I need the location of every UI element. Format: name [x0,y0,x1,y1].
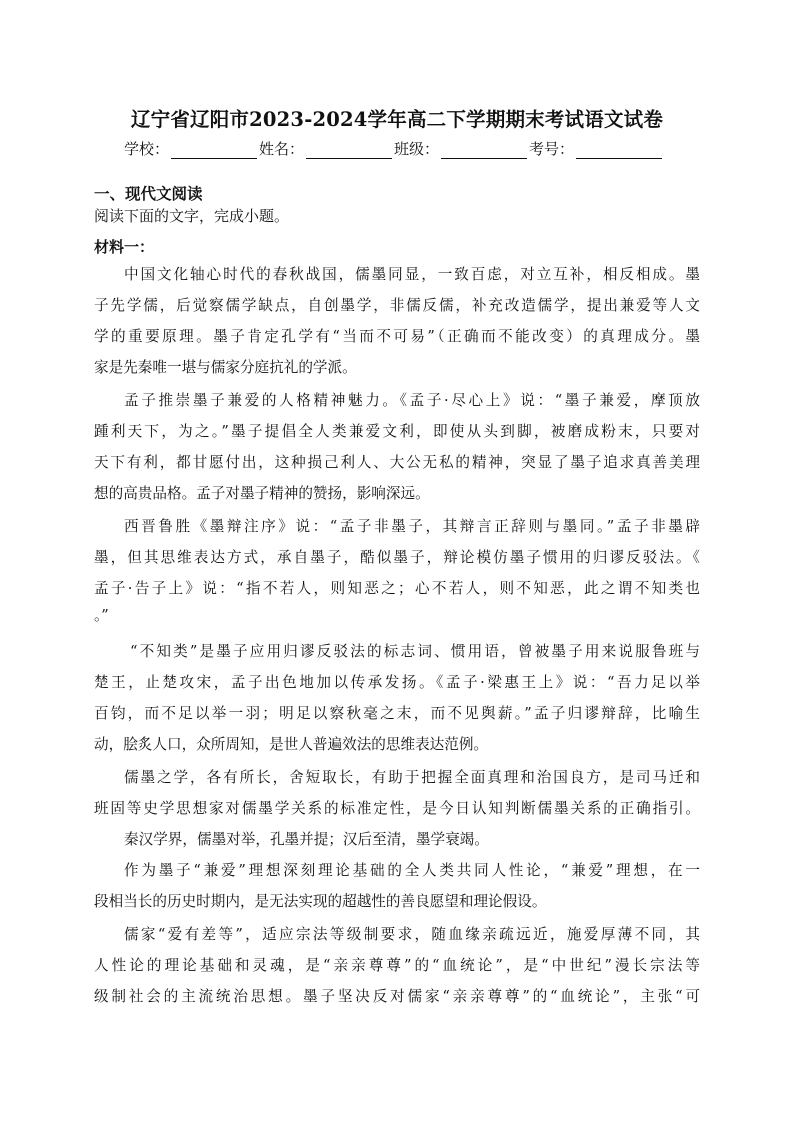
text-line: 学的重要原理。墨子肯定孔学有“当而不可易”（正确而不能改变）的真理成分。墨 [94,328,700,345]
student-info-line [124,135,684,159]
class-field [394,138,529,159]
exam-no-field [529,138,664,159]
text-line: 动，脍炙人口，众所周知，是世人普遍效法的思维表达范例。 [94,736,489,753]
instruction-text: 阅读下面的文字，完成小题。 [94,207,290,225]
exam-no-label: 考号： [529,140,575,158]
text-line: 。” [94,607,109,624]
text-line: 班固等史学思想家对儒墨学关系的标准定性，是今日认知判断儒墨关系的正确指引。 [94,800,700,817]
document-title: 辽宁省辽阳市2023-2024学年高二下学期期末考试语文试卷 [130,108,664,131]
class-blank[interactable] [441,142,527,159]
exam-no-blank[interactable] [576,142,662,159]
text-line: 孟子·告子上》说：“指不若人，则知恶之；心不若人，则不知恶，此之谓不知类也 [94,580,700,597]
material-label: 材料一： [94,238,155,256]
school-field [124,138,259,159]
text-line: 天下有利，都甘愿付出，这种损己利人、大公无私的精神，突显了墨子追求真善美理 [94,454,700,471]
text-line: 秦汉学界，儒墨对举，孔墨并提；汉后至清，墨学衰竭。 [124,831,489,848]
name-blank[interactable] [306,142,392,159]
name-label: 姓名： [259,140,305,158]
school-blank[interactable] [171,142,257,159]
text-line: 儒墨之学，各有所长，舍短取长，有助于把握全面真理和治国良方，是司马迁和 [124,769,700,786]
text-line: 墨，但其思维表达方式，承自墨子，酷似墨子，辩论模仿墨子惯用的归谬反驳法。《 [94,549,700,566]
text-line: 人性论的理论基础和灵魂，是“亲亲尊尊”的“血统论”，是“中世纪”漫长宗法等 [94,957,700,974]
class-label: 班级： [394,140,440,158]
text-line: 作为墨子“兼爱”理想深刻理论基础的全人类共同人性论，“兼爱”理想，在一 [124,862,700,879]
text-line: 儒家“爱有差等”，适应宗法等级制要求，随血缘亲疏远近，施爱厚薄不同，其 [124,926,700,943]
text-line: 踵利天下，为之。”墨子提倡全人类兼爱文利，即使从头到脚，被磨成粉末，只要对 [94,423,700,440]
text-line: 西晋鲁胜《墨辩注序》说：“孟子非墨子，其辩言正辞则与墨同。”孟子非墨辟 [124,518,700,535]
text-line: 中国文化轴心时代的春秋战国，儒墨同显，一致百虑，对立互补，相反相成。墨 [124,266,700,283]
text-line: 级制社会的主流统治思想。墨子坚决反对儒家“亲亲尊尊”的“血统论”，主张“可 [94,988,700,1005]
text-line: “不知类”是墨子应用归谬反驳法的标志词、惯用语，曾被墨子用来说服鲁班与 [130,643,700,660]
school-label: 学校： [124,140,170,158]
text-line: 想的高贵品格。孟子对墨子精神的赞扬，影响深远。 [94,485,430,502]
text-line: 子先学儒，后觉察儒学缺点，自创墨学，非儒反儒，补充改造儒学，提出兼爱等人文 [94,297,700,314]
text-line: 百钧，而不足以举一羽；明足以察秋毫之末，而不见舆薪。”孟子归谬辩辞，比喻生 [94,705,700,722]
text-line: 段相当长的历史时期内，是无法实现的超越性的善良愿望和理论假设。 [94,893,547,910]
text-line: 楚王，止楚攻宋，孟子出色地加以传承发扬。《孟子·梁惠王上》说：“吾力足以举 [94,674,700,691]
text-line: 孟子推崇墨子兼爱的人格精神魅力。《孟子·尽心上》说：“墨子兼爱，摩顶放 [124,392,700,409]
name-field [259,138,394,159]
text-line: 家是先秦唯一堪与儒家分庭抗礼的学派。 [94,359,357,376]
section-heading: 一、现代文阅读 [94,185,203,203]
